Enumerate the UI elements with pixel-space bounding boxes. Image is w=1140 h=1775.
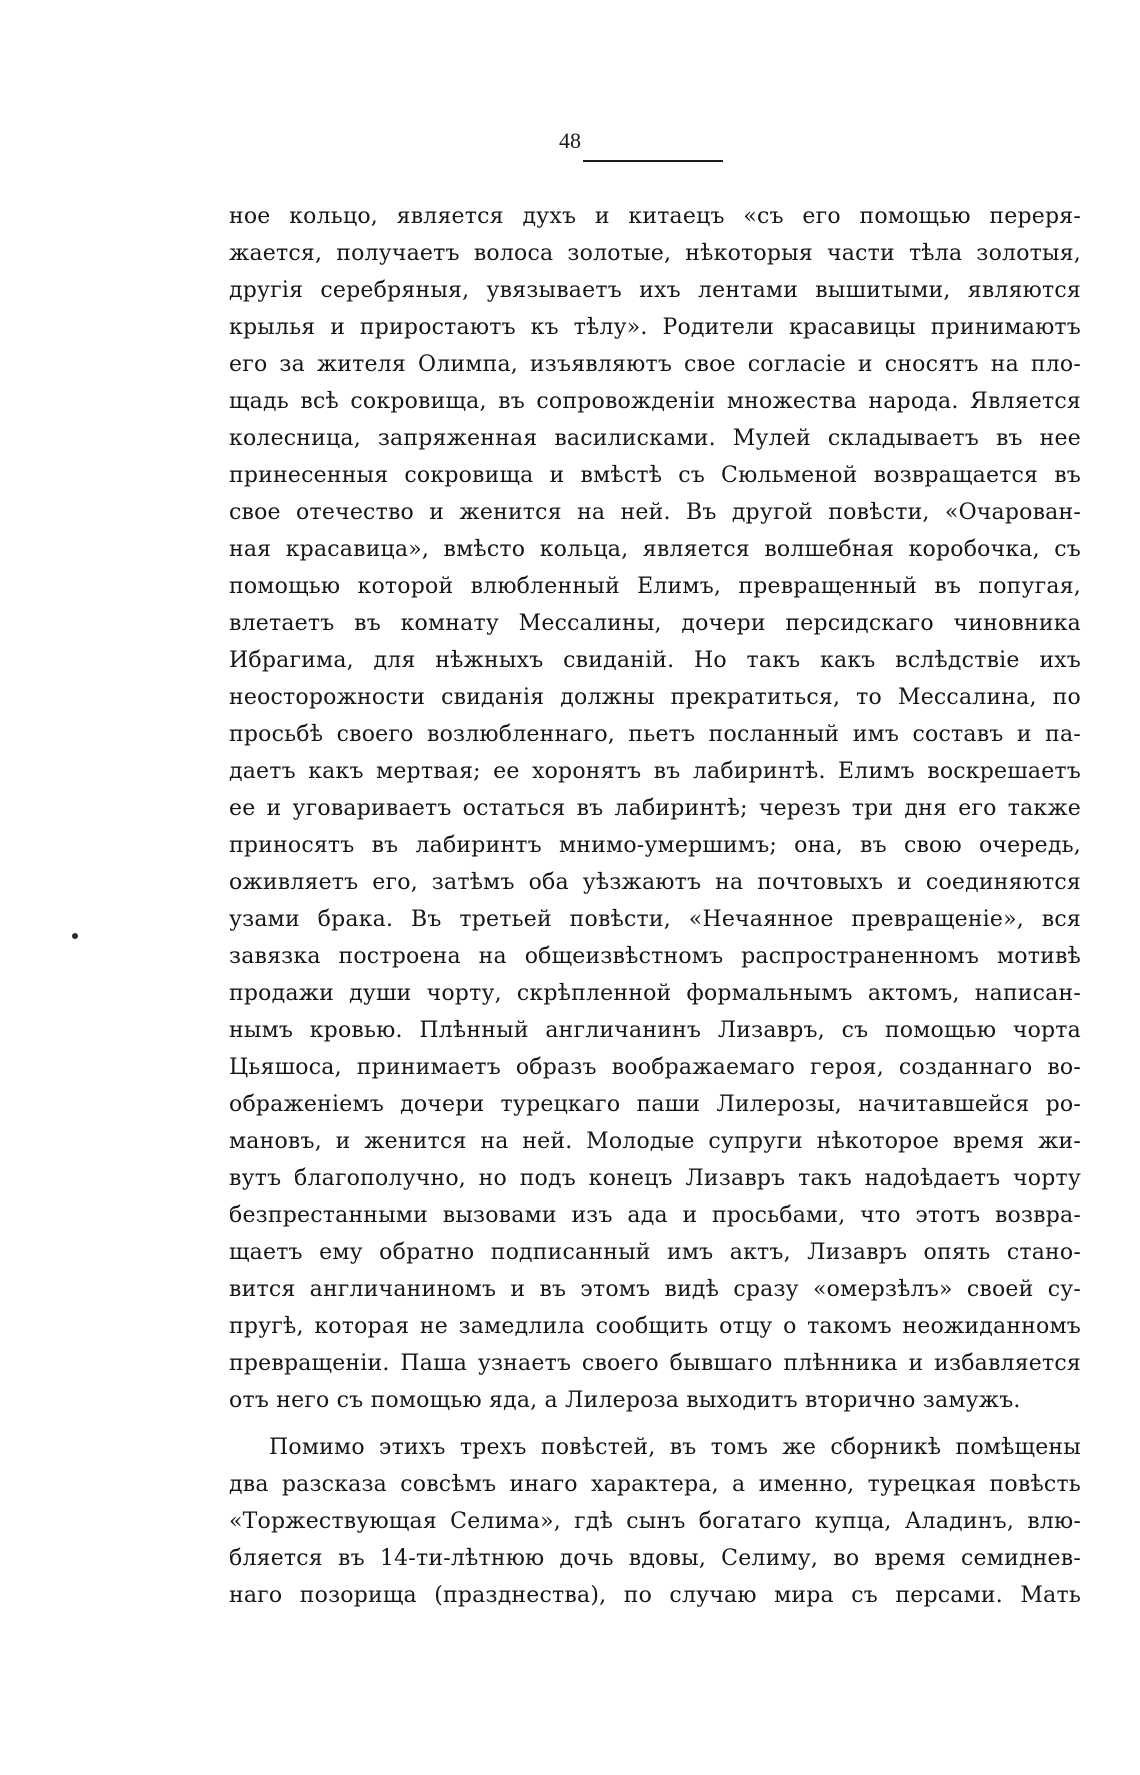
margin-mark: [72, 933, 78, 939]
text-line: жается, получаетъ волоса золотые, нѣкоторыя части тѣла золотыя,: [229, 241, 1081, 266]
text-line: его за жителя Олимпа, изъявляютъ свое согласіе и сносятъ на пло-: [229, 352, 1081, 377]
text-line: свое отечество и женится на ней. Въ другой повѣсти, «Очарован-: [229, 500, 1081, 525]
text-line: щадь всѣ сокровища, въ сопровожденіи множества народа. Является: [229, 389, 1081, 414]
text-line: приносятъ въ лабиринтъ мнимо-умершимъ; она, въ свою очередь,: [229, 833, 1081, 858]
text-line: влетаетъ въ комнату Мессалины, дочери персидскаго чиновника: [229, 611, 1081, 636]
text-line: нымъ кровью. Плѣнный англичанинъ Лизавръ, съ помощью чорта: [229, 1018, 1081, 1043]
text-line: Ибрагима, для нѣжныхъ свиданій. Но такъ какъ вслѣдствіе ихъ: [229, 648, 1081, 673]
text-line: колесница, запряженная василисками. Мулей складываетъ въ нее: [229, 426, 1081, 451]
text-line: узами брака. Въ третьей повѣсти, «Нечаянное превращеніе», вся: [229, 907, 1081, 932]
text-line: два разсказа совсѣмъ инаго характера, а именно, турецкая повѣсть: [229, 1472, 1081, 1497]
text-line: вутъ благополучно, но подъ конецъ Лизавръ такъ надоѣдаетъ чорту: [229, 1166, 1081, 1191]
text-line: ее и уговариваетъ остаться въ лабиринтѣ; черезъ три дня его также: [229, 796, 1081, 821]
text-line: просьбѣ своего возлюбленнаго, пьетъ посланный имъ составъ и па-: [229, 722, 1081, 747]
text-line: Цьяшоса, принимаетъ образъ воображаемаго героя, созданнаго во-: [229, 1055, 1081, 1080]
text-line: бляется въ 14-ти-лѣтнюю дочь вдовы, Селиму, во время семиднев-: [229, 1546, 1081, 1571]
text-line: помощью которой влюбленный Елимъ, превращенный въ попугая,: [229, 574, 1081, 599]
paragraph-gap: [229, 1419, 1081, 1429]
text-line: даетъ какъ мертвая; ее хоронятъ въ лабиринтѣ. Елимъ воскрешаетъ: [229, 759, 1081, 784]
paragraph-2: [229, 1429, 1081, 1614]
text-line: превращеніи. Паша узнаетъ своего бывшаго плѣнника и избавляется: [229, 1351, 1081, 1376]
text-line: завязка построена на общеизвѣстномъ распространенномъ мотивѣ: [229, 944, 1081, 969]
text-line: ная красавица», вмѣсто кольца, является волшебная коробочка, съ: [229, 537, 1081, 562]
text-line: вится англичаниномъ и въ этомъ видѣ сразу «омерзѣлъ» своей су-: [229, 1277, 1081, 1302]
text-line: Помимо этихъ трехъ повѣстей, въ томъ же сборникѣ помѣщены: [269, 1435, 1081, 1460]
page-number: 48: [559, 128, 581, 153]
text-line: «Торжествующая Селима», гдѣ сынъ богатаго купца, Аладинъ, влю-: [229, 1509, 1081, 1534]
text-line: продажи души чорту, скрѣпленной формальнымъ актомъ, написан-: [229, 981, 1081, 1006]
page-number-rule: [583, 160, 723, 162]
text-line: неосторожности свиданія должны прекратиться, то Мессалина, по: [229, 685, 1081, 710]
text-block: [229, 198, 1081, 1614]
text-line: отъ него съ помощью яда, а Лилероза выходитъ вторично замужъ.: [229, 1388, 1021, 1413]
text-line: наго позорища (празднества), по случаю мира съ персами. Мать: [229, 1583, 1081, 1608]
text-line: мановъ, и женится на ней. Молодые супруги нѣкоторое время жи-: [229, 1129, 1081, 1154]
paragraph-1: [229, 198, 1081, 1419]
text-line: оживляетъ его, затѣмъ оба уѣзжаютъ на почтовыхъ и соединяются: [229, 870, 1081, 895]
text-line: другія серебряныя, увязываетъ ихъ лентами вышитыми, являются: [229, 278, 1081, 303]
text-line: пругѣ, которая не замедлила сообщить отцу о такомъ неожиданномъ: [229, 1314, 1081, 1339]
text-line: ображеніемъ дочери турецкаго паши Лилерозы, начитавшейся ро-: [229, 1092, 1081, 1117]
text-line: щаетъ ему обратно подписанный имъ актъ, Лизавръ опять стано-: [229, 1240, 1081, 1265]
text-line: принесенныя сокровища и вмѣстѣ съ Сюльменой возвращается въ: [229, 463, 1081, 488]
text-line: ное кольцо, является духъ и китаецъ «съ его помощью переря-: [229, 204, 1081, 229]
text-line: безпрестанными вызовами изъ ада и просьбами, что этотъ возвра-: [229, 1203, 1081, 1228]
text-line: крылья и приростаютъ къ тѣлу». Родители красавицы принимаютъ: [229, 315, 1081, 340]
